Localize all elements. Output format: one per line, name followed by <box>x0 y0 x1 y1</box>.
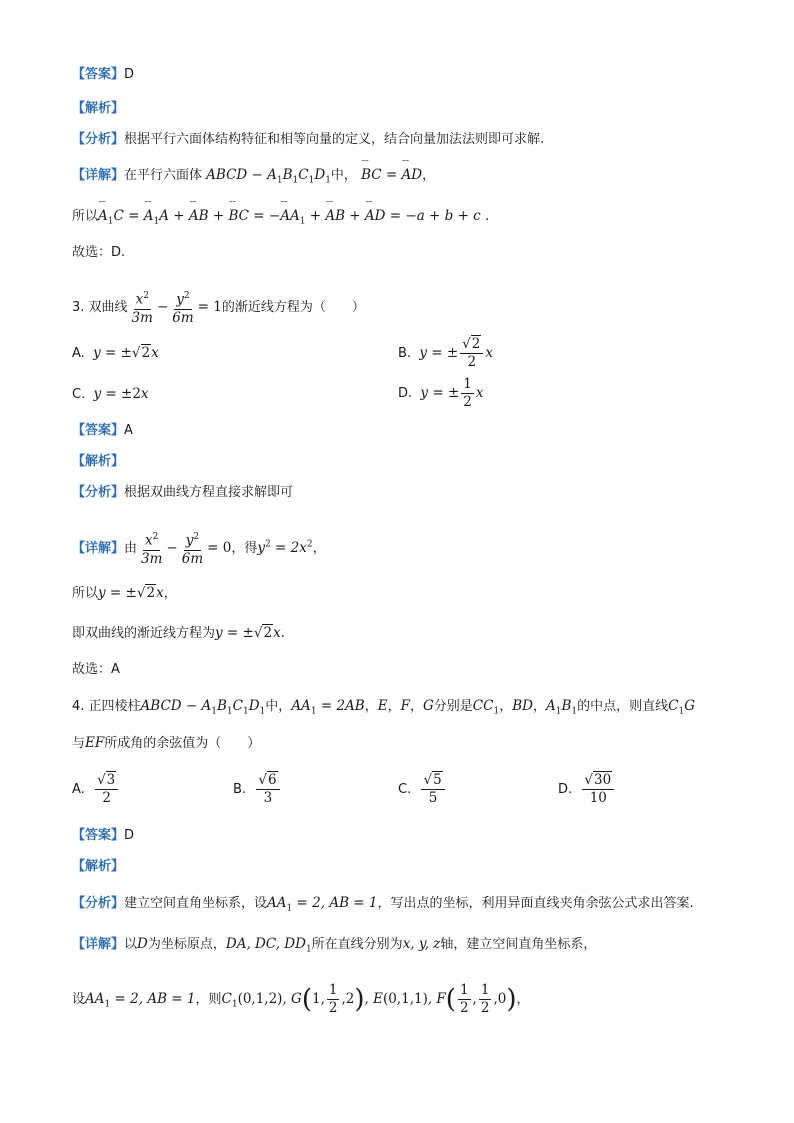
detail-yuandian: 为坐标原点， <box>147 937 226 952</box>
q4-stem-line1: 4. 正四棱柱ABCD − $A_1B_1C_1D_1$中，$AA_1 = 2AB$，E，F，G分别是$CC_1$，BD，$A_1B_1$的中点，则直线$C_1G$ <box>72 698 696 717</box>
detail-you: 由 <box>124 540 138 556</box>
math-vec-sum: ˜˜ $A_1C$ = ˜˜ $A_1A$ + ˜˜ AB + ˜˜ BC = −˜˜ $AA_1$ + ˜˜ AB + ˜˜ AD = −a + b + c . <box>98 208 489 224</box>
math-hyperbola: $\frac{x^2}{3m}$ − $\frac{y^2}{6m}$ = 1 <box>128 299 222 315</box>
option-label: B. <box>233 782 247 797</box>
q3-option-c <box>72 385 149 404</box>
fenxi-prefix: 建立空间直角坐标系，设 <box>124 896 268 911</box>
suoyi-label: 所以 <box>72 586 99 601</box>
choose-text: 故选：D. <box>72 245 126 260</box>
q4-stem-zhong: 中， <box>265 699 292 714</box>
q3-answer-line <box>72 422 133 440</box>
q3-option-d <box>398 376 483 411</box>
answer-tag: 【答案】 <box>72 67 125 82</box>
math-option: y = ±√2x <box>93 345 159 361</box>
fenxi-tag: 【分析】 <box>72 132 125 147</box>
math-coords: $C_1(0,1,2)$, G(1, $\frac{1}{2}$ ,2), E(0,1,1), F( $\frac{1}{2}$ , $\frac{1}{2}$ ,0) <box>221 982 517 1016</box>
math-result: y = ±√2x <box>215 625 281 641</box>
fenxi-tag: 【分析】 <box>72 485 125 500</box>
math-option: y = ±2x <box>93 386 149 402</box>
q3-option-b <box>398 336 493 371</box>
q3-stem-prefix: 3. 双曲线 <box>72 299 128 315</box>
q3-stem-suffix: 的渐近线方程为（ ） <box>221 299 365 315</box>
answer-tag: 【答案】 <box>72 828 125 843</box>
q4-analysis-line <box>72 858 124 876</box>
option-label: D. <box>558 782 573 797</box>
answer-value: D <box>124 828 135 843</box>
answer-value: D <box>124 67 135 82</box>
fenxi-suffix: ，写出点的坐标，利用异面直线夹角余弦公式求出答案. <box>377 896 694 911</box>
q4-option-a <box>72 772 120 807</box>
q4-detail-line: 【详解】以D为坐标原点，DA, DC, $DD_1$所在直线分别为x, y, z轴，建立空间直角坐标系， <box>72 936 597 955</box>
answer-tag: 【答案】 <box>72 423 125 438</box>
detail-zhong: 中， <box>330 168 357 183</box>
math-prism: ABCD − $A_1B_1C_1D_1$ <box>206 167 331 186</box>
math-option: $\frac{√5}{5}$ <box>419 781 446 797</box>
detail-prefix: 在平行六面体 <box>124 168 203 183</box>
analysis-tag: 【解析】 <box>72 101 125 116</box>
math-eq2: $y^2 = 2x^2$ <box>257 539 313 556</box>
detail-prefix: 以 <box>124 937 138 952</box>
fenxi-text: 根据双曲线方程直接求解即可 <box>124 485 294 500</box>
math-option: $\frac{√6}{3}$ <box>254 781 281 797</box>
math-option: y = ± $\frac{√2}{2}$ x <box>419 336 493 370</box>
q3-ji-line: 即双曲线的渐近线方程为y = ±√2x. <box>72 625 285 641</box>
math-condition: $AA_1 = 2AB$ <box>291 698 365 717</box>
q4-answer-line <box>72 827 134 845</box>
option-label: D. <box>398 386 413 401</box>
analysis-tag: 【解析】 <box>72 454 125 469</box>
q4-stem-fenbieshi: 分别是 <box>433 699 473 714</box>
math-setup: $AA_1 = 2$, AB = 1 <box>267 895 378 914</box>
fenxi-tag: 【分析】 <box>72 896 125 911</box>
q2-suoyi-line <box>72 207 489 231</box>
option-label: A. <box>72 346 85 361</box>
detail-suozai: 所在直线分别为 <box>311 937 403 952</box>
detail-tag: 【详解】 <box>72 937 125 952</box>
q3-suoyi-line: 所以y = ±√2x， <box>72 585 177 601</box>
q4-stem-midpoint: 的中点，则直线 <box>577 699 669 714</box>
q4-option-d <box>558 772 616 807</box>
option-label: A. <box>72 782 85 797</box>
math-option: $\frac{√3}{2}$ <box>93 781 120 797</box>
fenxi-text: 根据平行六面体结构特征和相等向量的定义，结合向量加法法则即可求解. <box>124 132 545 147</box>
math-setup: $AA_1 = 2$, AB = 1 <box>85 991 196 1010</box>
q4-option-b <box>233 772 282 807</box>
q2-detail-line: 【详解】在平行六面体 ABCD − $A_1B_1C_1D_1$中， ˜˜ BC = ˜˜ AD， <box>72 166 435 190</box>
option-label: C. <box>72 387 86 402</box>
q4-stem-line2: 与EF所成角的余弦值为（ ） <box>72 735 261 751</box>
q3-detail-line: 【详解】由 $\frac{x^2}{3m}$ − $\frac{y^2}{6m}$ = 0，得$y^2 = 2x^2$， <box>72 529 326 568</box>
math-vec-eq: ˜˜ BC = ˜˜ AD <box>361 167 422 183</box>
answer-value: A <box>124 423 133 438</box>
q4-stem-line2-text: 所成角的余弦值为（ ） <box>104 736 261 751</box>
detail-tag: 【详解】 <box>72 168 125 183</box>
q3-choose-line <box>72 661 120 679</box>
q2-answer-line <box>72 66 134 84</box>
analysis-tag: 【解析】 <box>72 859 125 874</box>
she-label: 设 <box>72 992 86 1007</box>
detail-tag: 【详解】 <box>72 540 125 556</box>
q2-fenxi-line <box>72 131 544 149</box>
math-option: $\frac{√30}{10}$ <box>580 781 616 797</box>
option-label: C. <box>398 782 412 797</box>
suoyi-label: 所以 <box>72 209 99 224</box>
q4-option-c <box>398 772 447 807</box>
q2-choose-line <box>72 244 125 262</box>
q4-fenxi-line <box>72 894 694 918</box>
math-result: y = ±√2x <box>98 585 164 601</box>
choose-text: 故选：A <box>72 662 120 677</box>
q3-fenxi-line <box>72 484 293 502</box>
detail-zhou: 轴，建立空间直角坐标系， <box>440 937 597 952</box>
q4-coords-line: 设$AA_1 = 2$, AB = 1，则$C_1(0,1,2)$, G(1, $\frac{1}{2}$ ,2), E(0,1,1), F( $\frac{1}{2}$ , $\frac{1}{2}$ ,0)， <box>72 982 530 1016</box>
q4-stem-num: 4. 正四棱柱 <box>72 699 141 714</box>
ze-label: ，则 <box>195 992 222 1007</box>
q2-analysis-line <box>72 100 124 118</box>
q4-stem-yu: 与 <box>72 736 86 751</box>
q3-option-a <box>72 344 159 363</box>
math-prism: ABCD − $A_1B_1C_1D_1$ <box>140 698 266 717</box>
q3-stem <box>72 288 365 327</box>
q3-analysis-line <box>72 453 124 471</box>
detail-de: ，得 <box>231 540 258 556</box>
math-eq: $\frac{x^2}{3m}$ − $\frac{y^2}{6m}$ = 0 <box>137 540 231 556</box>
math-option: y = ± $\frac{1}{2}$ x <box>420 376 484 410</box>
ji-prefix: 即双曲线的渐近线方程为 <box>72 626 216 641</box>
option-label: B. <box>398 346 412 361</box>
